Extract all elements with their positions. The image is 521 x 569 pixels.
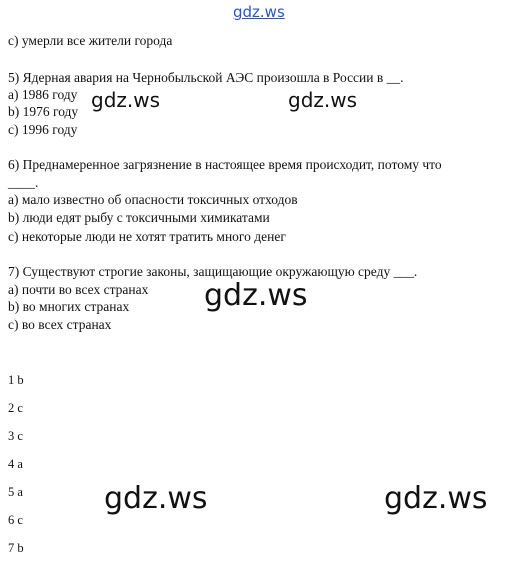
answer-2: 2 c <box>8 401 23 415</box>
question7-stem: 7) Существуют строгие законы, защищающие окружающую среду ___. <box>8 264 418 279</box>
question5-option-a: a) 1986 году <box>8 87 78 102</box>
question7-option-b: b) во многих странах <box>8 299 130 314</box>
watermark-q7: gdz.ws <box>204 278 308 313</box>
question6-stem-line1: 6) Преднамеренное загрязнение в настоящее время происходит, потому что <box>8 157 442 172</box>
question6-option-b: b) люди едят рыбу с токсичными химикатами <box>8 210 270 225</box>
question4-option-c: c) умерли все жители города <box>8 33 173 48</box>
answer-7: 7 b <box>8 541 24 555</box>
question5-stem: 5) Ядерная авария на Чернобыльской АЭС произошла в России в __. <box>8 70 404 85</box>
answer-5: 5 a <box>8 485 23 499</box>
watermark-bottom-right: gdz.ws <box>384 481 488 516</box>
question6-option-c: c) некоторые люди не хотят тратить много денег <box>8 229 286 244</box>
question7-option-c: c) во всех странах <box>8 317 112 332</box>
question5-option-c: c) 1996 году <box>8 122 78 137</box>
answer-1: 1 b <box>8 373 24 387</box>
answer-6: 6 c <box>8 513 23 527</box>
answer-3: 3 c <box>8 429 23 443</box>
watermark-bottom-left: gdz.ws <box>104 481 208 516</box>
question6-stem-line2: ____. <box>8 175 39 190</box>
watermark-q5-right: gdz.ws <box>288 88 358 112</box>
question6-option-a: a) мало известно об опасности токсичных отходов <box>8 192 298 207</box>
watermark-q5-left: gdz.ws <box>91 88 161 112</box>
answer-4: 4 a <box>8 457 23 471</box>
question5-option-b: b) 1976 году <box>8 104 79 119</box>
question7-option-a: a) почти во всех странах <box>8 282 149 297</box>
watermark-top[interactable]: gdz.ws <box>233 3 285 21</box>
